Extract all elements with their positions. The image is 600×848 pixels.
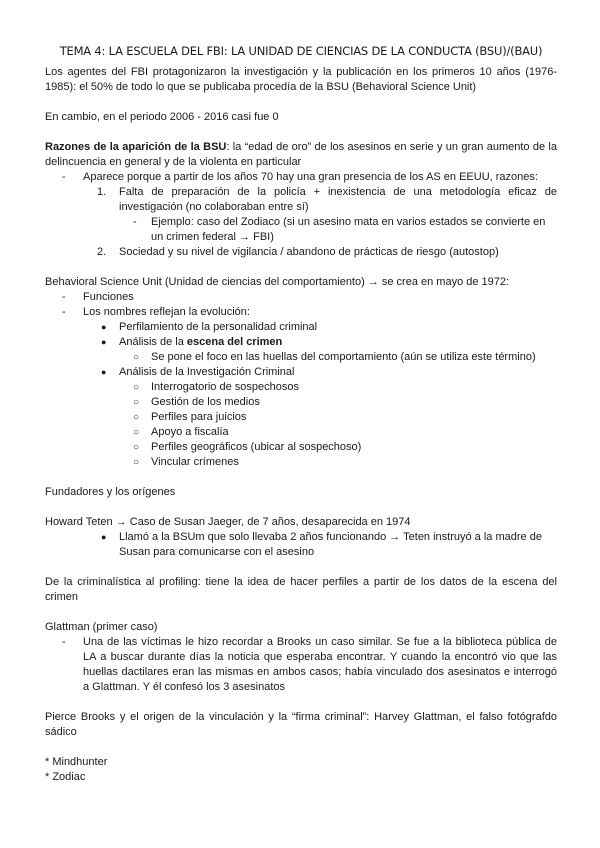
list-item: - Los nombres reflejan la evolución: [62, 306, 250, 318]
document-page [45, 44, 557, 785]
razones-text: : la “edad de oro” de los asesinos en serie y un gran aumento de la delincuencia en general y de la violenta en particular [45, 141, 557, 168]
list-item: ● Perfilamiento de la personalidad criminal [101, 321, 318, 333]
teten-line: Howard Teten → Caso de Susan Jaeger, de 7 años, desaparecida en 1974 [45, 516, 411, 528]
fundadores-heading: Fundadores y los orígenes [45, 486, 176, 498]
list-item: ○ Apoyo a fiscalía [133, 426, 229, 438]
list-item: ○ Vincular crímenes [133, 456, 239, 468]
list-item: ● Análisis de la escena del crimen [101, 336, 283, 348]
list-item: ● Llamó a la BSUm que solo llevaba 2 años funcionando → Teten instruyó a la madre de Susan para comunicarse con el asesino [101, 531, 542, 558]
list-item: - Funciones [62, 291, 134, 303]
bsu-intro: Behavioral Science Unit (Unidad de ciencias del comportamiento) → se crea en mayo de 1972: [45, 276, 510, 288]
list-item: ● Análisis de la Investigación Criminal [101, 366, 295, 378]
criminalistica-paragraph: De la criminalística al profiling: tiene la idea de hacer perfiles a partir de los datos de la escena del crimen [45, 576, 557, 603]
list-item: ○ Interrogatorio de sospechosos [133, 381, 299, 393]
list-item: ○ Gestión de los medios [133, 396, 260, 408]
reference-item: * Mindhunter [45, 756, 108, 768]
glattman-heading: Glattman (primer caso) [45, 621, 158, 633]
period-paragraph: En cambio, en el periodo 2006 - 2016 casi fue 0 [45, 111, 279, 123]
list-item: - Ejemplo: caso del Zodiaco (si un asesino mata en varios estados se convierte en un crimen federal → FBI) [133, 216, 546, 243]
list-item: ○ Se pone el foco en las huellas del comportamiento (aún se utiliza este término) [133, 351, 536, 363]
reference-item: * Zodiac [45, 771, 86, 783]
list-item: - Aparece porque a partir de los años 70 hay una gran presencia de los AS en EEUU, razones: [62, 171, 538, 183]
list-item: - Una de las víctimas le hizo recordar a Brooks un caso similar. Se fue a la biblioteca pública de LA a buscar durante días la noticia que esperaba encontrar. Y cuando la encontró vio que las huellas dactilares eran las mismas en ambos casos; había vinculado dos asesinatos e interrogó a Glattman. Y él confesó los 3 asesinatos [62, 636, 557, 693]
page-title: TEMA 4: LA ESCUELA DEL FBI: LA UNIDAD DE CIENCIAS DE LA CONDUCTA (BSU)/(BAU) [59, 44, 543, 58]
razones-heading: Razones de la aparición de la BSU [45, 141, 227, 153]
intro-paragraph: Los agentes del FBI protagonizaron la investigación y la publicación en los primeros 10 años (1976-1985): el 50% de todo lo que se publicaba procedía de la BSU (Behavioral Science Unit) [45, 66, 557, 93]
list-item: 1. Falta de preparación de la policía + inexistencia de una metodología eficaz de investigación (no colaboraban entre sí) [97, 186, 557, 213]
list-item: ○ Perfiles geográficos (ubicar al sospechoso) [133, 441, 362, 453]
list-item: ○ Perfiles para juicios [133, 411, 247, 423]
pierce-paragraph: Pierce Brooks y el origen de la vinculación y la “firma criminal”: Harvey Glattman, el falso fotógrafdo sádico [45, 711, 557, 738]
razones-paragraph [45, 140, 557, 170]
list-item: 2. Sociedad y su nivel de vigilancia / abandono de prácticas de riesgo (autostop) [97, 246, 499, 258]
